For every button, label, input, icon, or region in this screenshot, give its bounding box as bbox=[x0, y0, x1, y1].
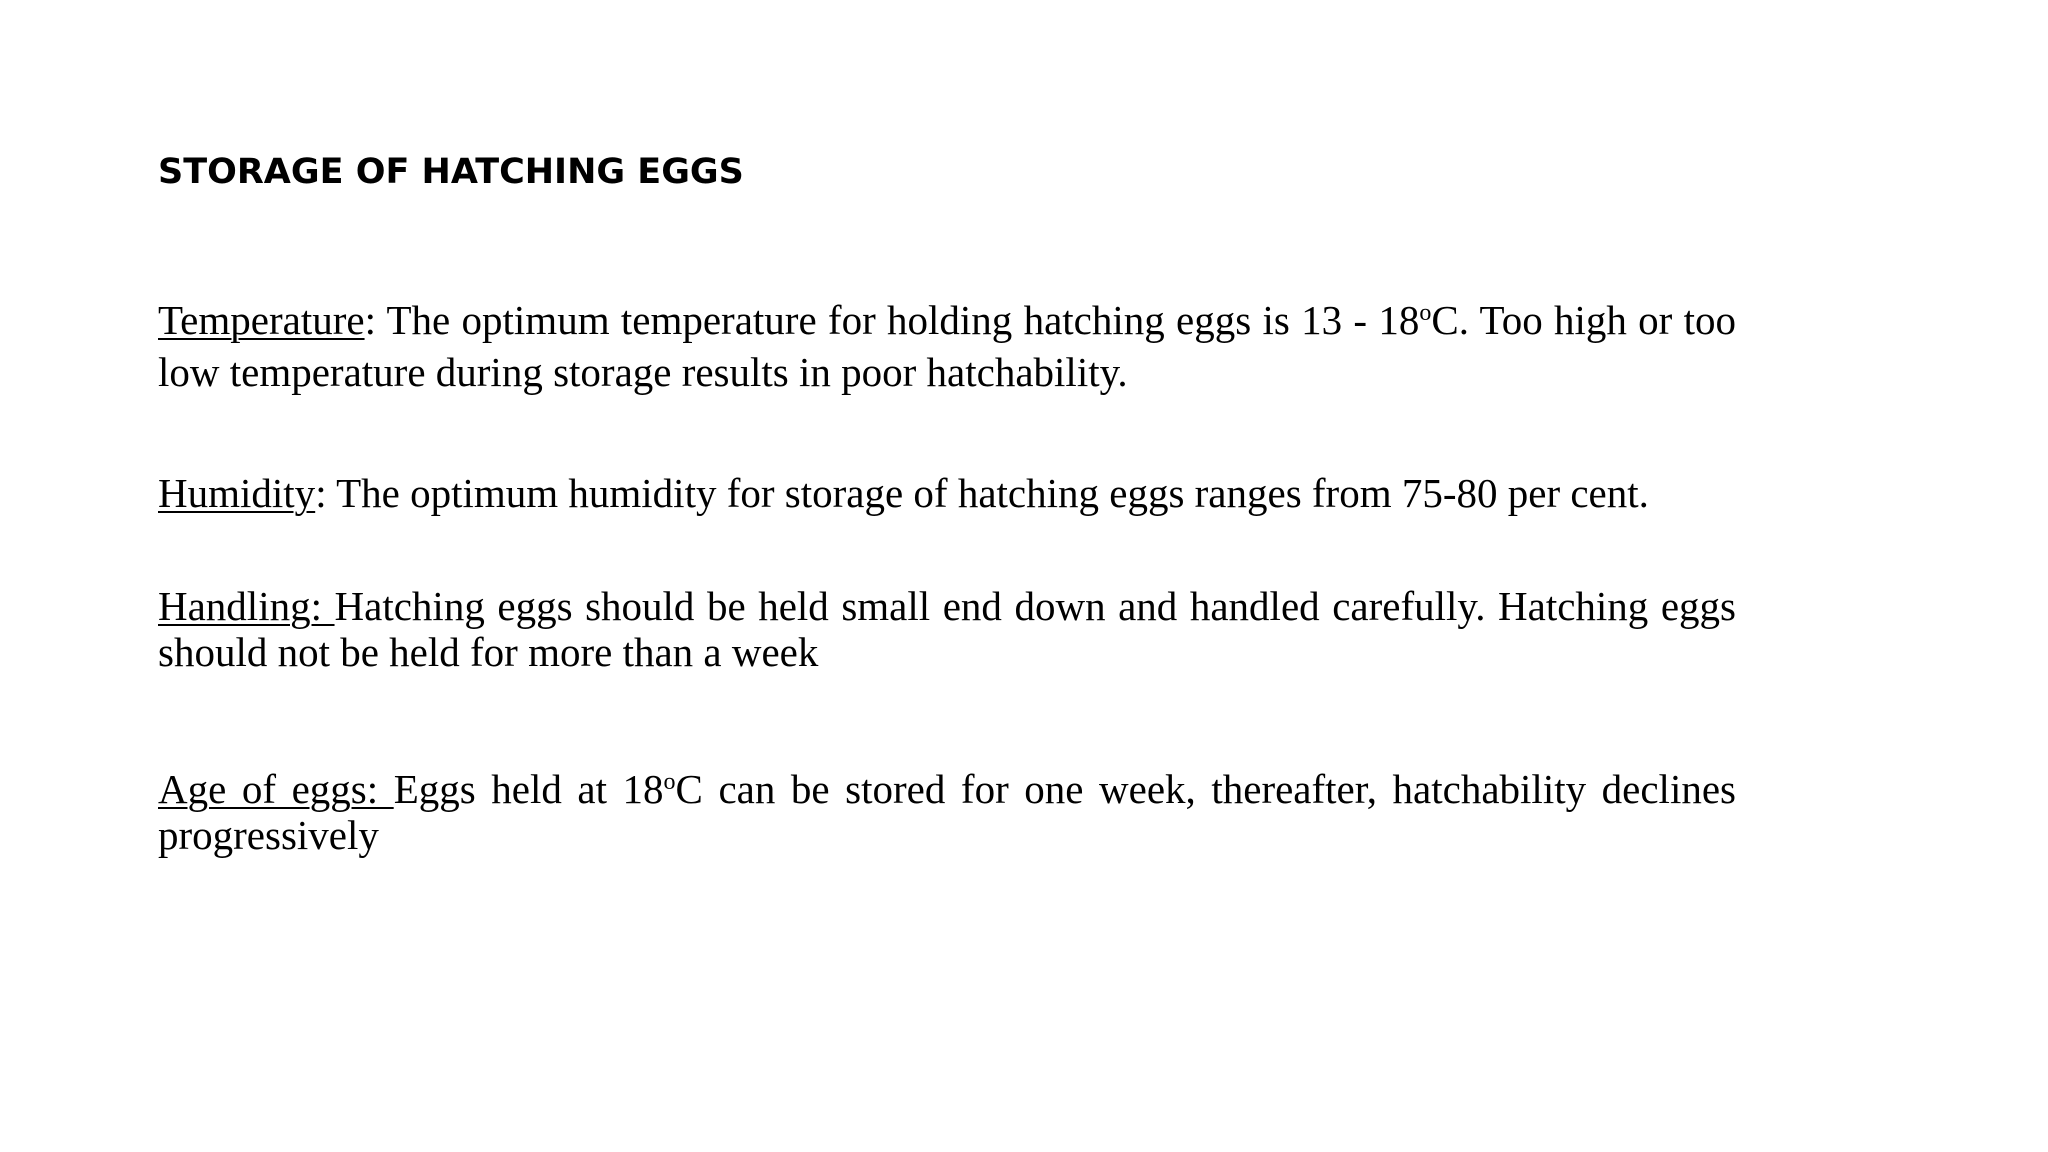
paragraph-humidity bbox=[158, 467, 1736, 519]
slide-title: STORAGE OF HATCHING EGGS bbox=[158, 152, 744, 192]
temperature-text-part-1: : The optimum temperature for holding hatching eggs is 13 - 18 bbox=[364, 297, 1420, 343]
paragraph-handling bbox=[158, 583, 1736, 675]
age-heading: Age of eggs: bbox=[158, 766, 394, 812]
humidity-text: : The optimum humidity for storage of hatching eggs ranges from 75-80 per cent. bbox=[315, 470, 1649, 516]
handling-text: Hatching eggs should be held small end down and handled carefully. Hatching eggs should not be held for more than a week bbox=[158, 583, 1736, 675]
temperature-text-part-2: C. Too high or too low temperature during storage results in poor hatchability. bbox=[158, 297, 1736, 395]
temperature-heading: Temperature bbox=[158, 297, 365, 343]
age-text-part-2: C can be stored for one week, thereafter, hatchability declines progressively bbox=[158, 766, 1736, 858]
handling-heading: Handling: bbox=[158, 583, 335, 629]
paragraph-temperature bbox=[158, 294, 1736, 398]
age-degree-superscript: o bbox=[663, 769, 676, 795]
temperature-degree-superscript: o bbox=[1419, 300, 1432, 326]
age-text-part-1: Eggs held at 18 bbox=[393, 766, 664, 812]
humidity-heading: Humidity bbox=[158, 470, 316, 516]
paragraph-age-of-eggs bbox=[158, 766, 1736, 858]
